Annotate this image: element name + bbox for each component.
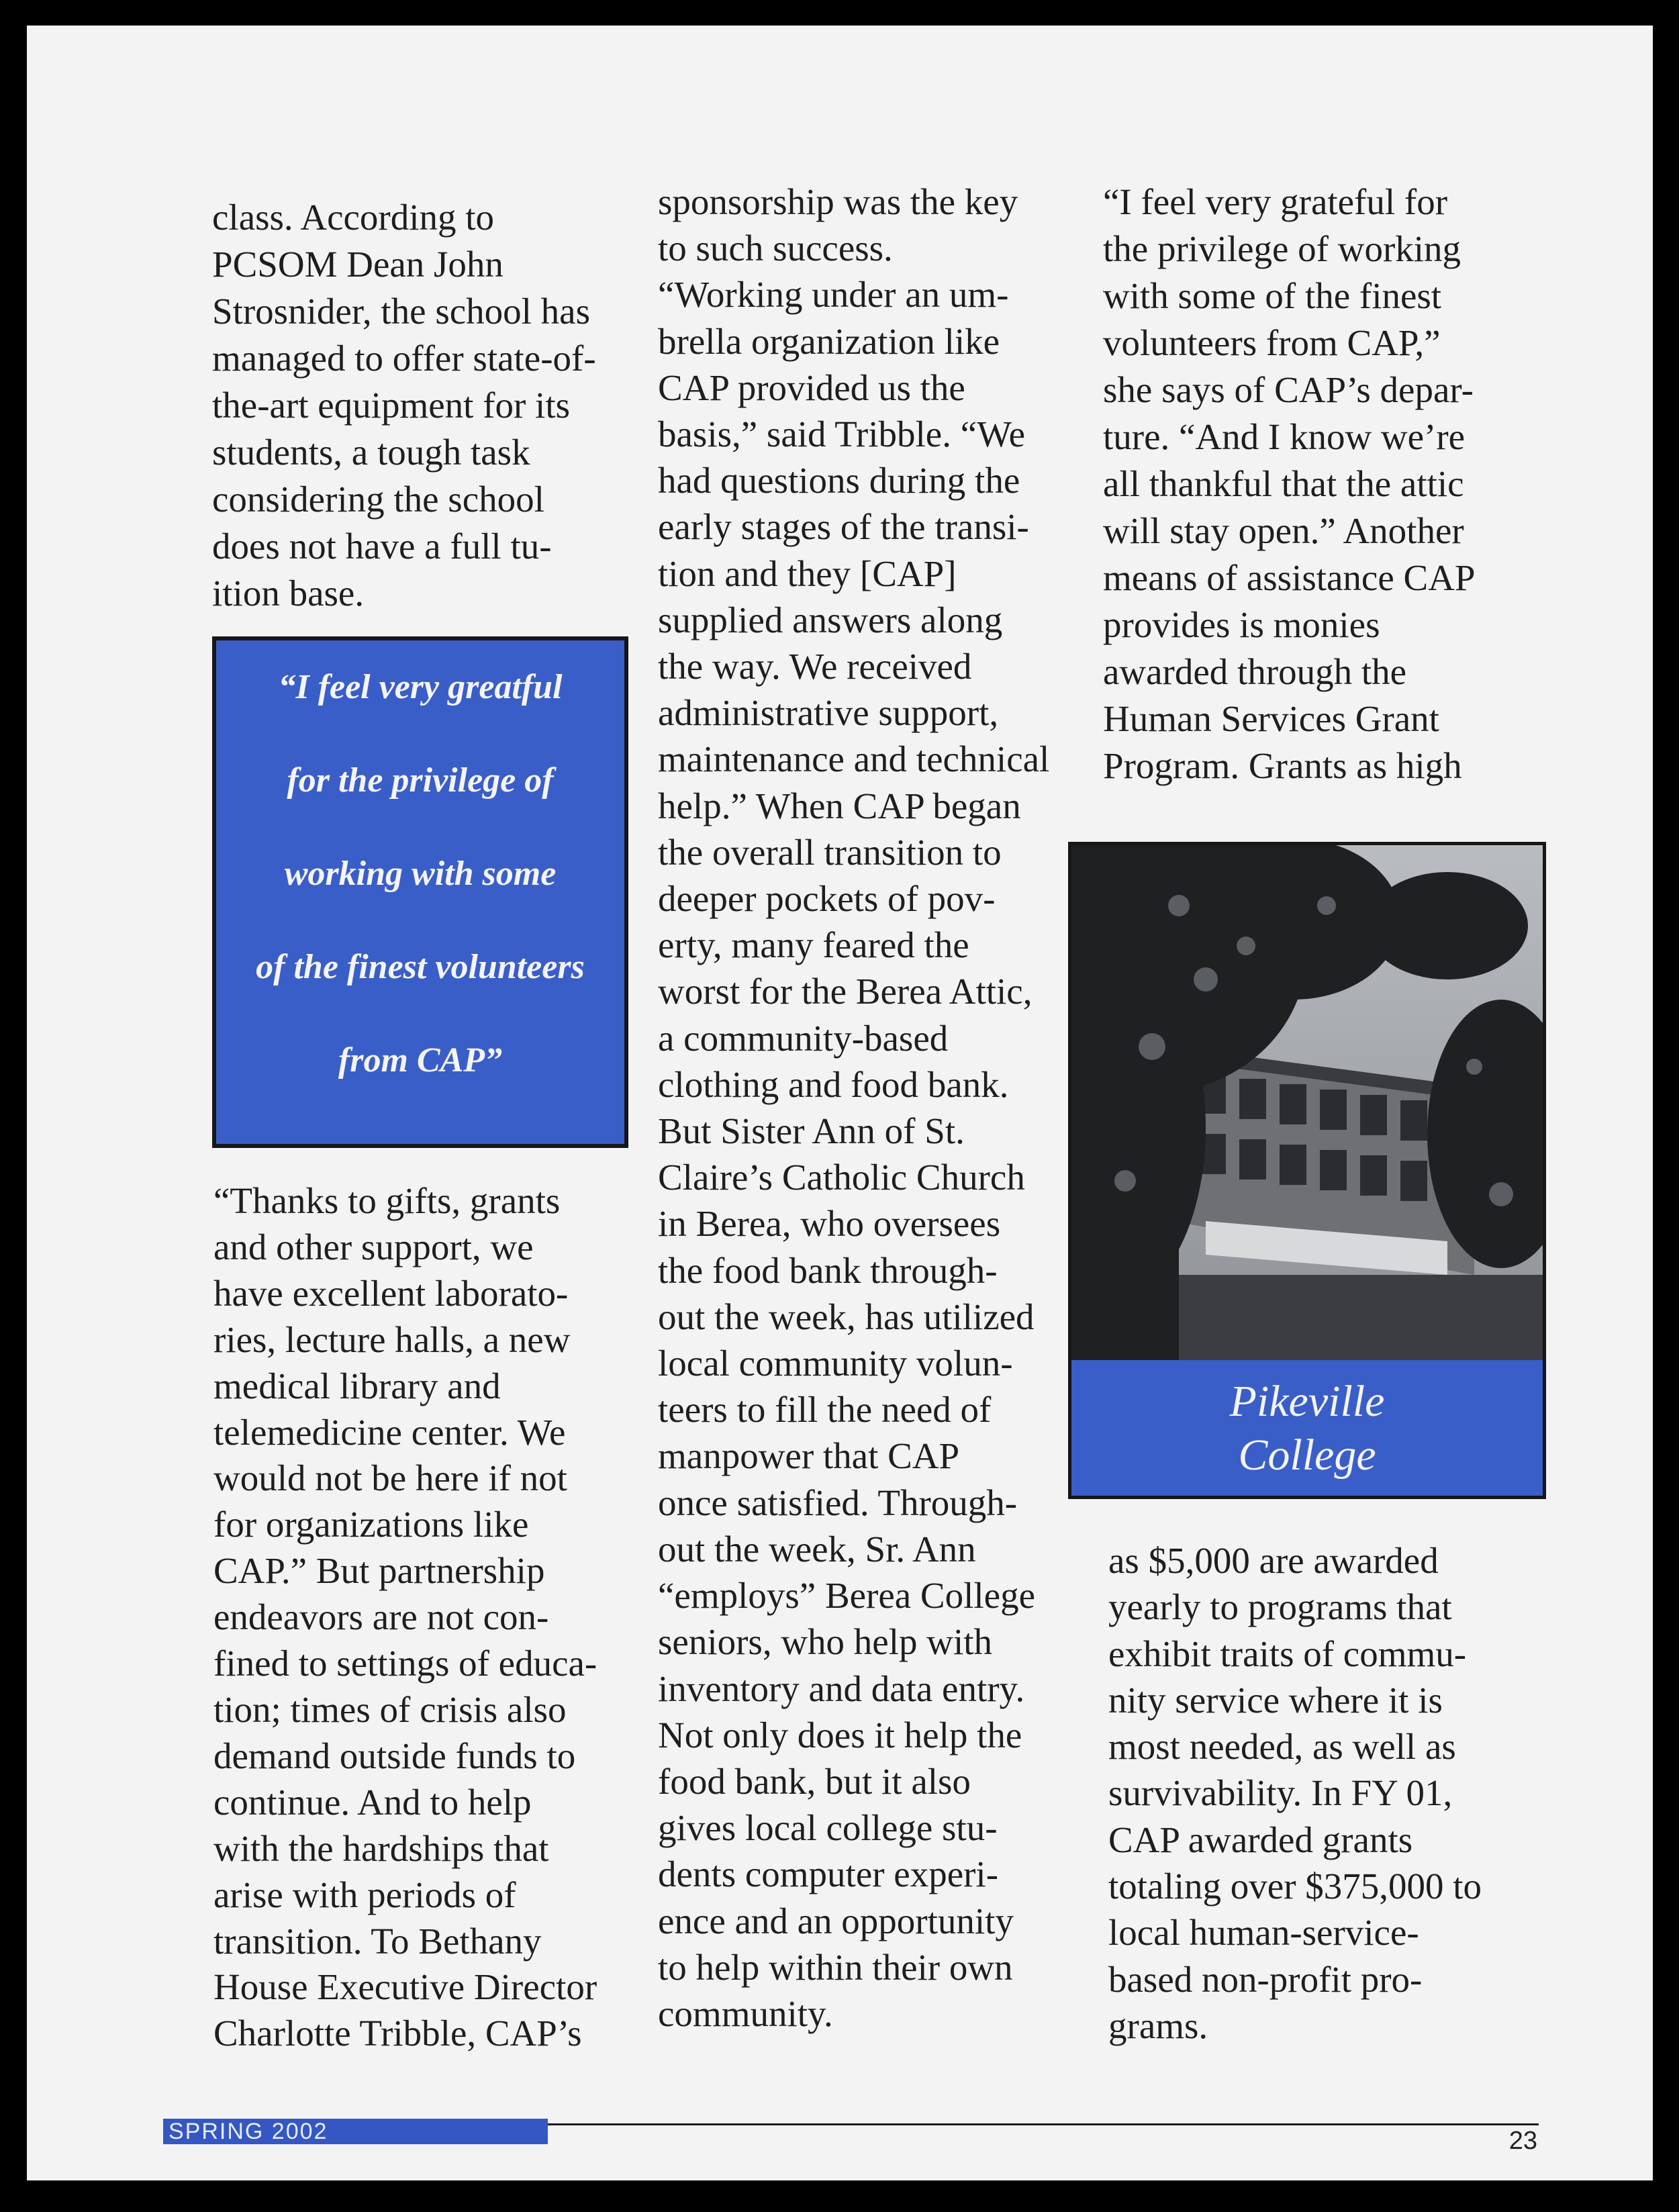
text-line: have excellent laborato- xyxy=(213,1272,569,1314)
text-line: based non-profit pro- xyxy=(1108,1958,1423,2000)
caption-line: College xyxy=(1238,1431,1376,1480)
column-2-text xyxy=(658,179,1049,2037)
text-line: medical library and xyxy=(213,1365,501,1406)
text-line: But Sister Ann of St. xyxy=(658,1110,965,1152)
text-line: ition base. xyxy=(212,573,365,614)
text-line: worst for the Berea Attic, xyxy=(658,971,1033,1012)
text-line: demand outside funds to xyxy=(213,1735,576,1776)
text-line: maintenance and technical xyxy=(658,738,1050,780)
column-1-bottom-text xyxy=(213,1178,597,2057)
text-line: House Executive Director xyxy=(213,1966,597,2008)
text-line: erty, many feared the xyxy=(658,924,969,966)
text-line: a community-based xyxy=(658,1017,949,1059)
text-line: all thankful that the attic xyxy=(1103,463,1464,504)
college-building-image xyxy=(1071,845,1543,1363)
text-line: Strosnider, the school has xyxy=(212,291,590,332)
text-line: CAP awarded grants xyxy=(1108,1819,1413,1860)
column-3-top-text xyxy=(1103,179,1476,789)
text-line: volunteers from CAP,” xyxy=(1103,322,1441,363)
text-line: seniors, who help with xyxy=(658,1621,993,1663)
issue-label: SPRING 2002 xyxy=(163,2119,548,2144)
text-line: “Thanks to gifts, grants xyxy=(213,1180,561,1221)
text-line: with some of the finest xyxy=(1103,275,1442,316)
text-line: had questions during the xyxy=(658,460,1020,501)
text-line: ries, lecture halls, a new xyxy=(213,1318,571,1360)
text-line: CAP provided us the xyxy=(658,367,965,408)
text-line: “Working under an um- xyxy=(658,274,1009,316)
text-line: Charlotte Tribble, CAP’s xyxy=(213,2013,582,2054)
pull-quote-line: working with some xyxy=(284,855,557,893)
text-line: Not only does it help the xyxy=(658,1714,1022,1756)
text-line: she says of CAP’s depar- xyxy=(1103,369,1474,410)
text-line: provides is monies xyxy=(1103,604,1380,645)
column-1-top-text xyxy=(212,194,596,617)
text-line: early stages of the transi- xyxy=(658,506,1029,548)
text-line: nity service where it is xyxy=(1108,1679,1443,1721)
pikeville-college-photo xyxy=(1068,842,1546,1363)
text-line: survivability. In FY 01, xyxy=(1108,1772,1453,1814)
text-line: PCSOM Dean John xyxy=(212,244,503,285)
text-line: community. xyxy=(658,1992,833,2034)
footer-divider xyxy=(548,2123,1539,2125)
text-line: food bank, but it also xyxy=(658,1760,971,1802)
text-line: brella organization like xyxy=(658,320,1000,362)
text-line: exhibit traits of commu- xyxy=(1108,1633,1467,1674)
text-line: considering the school xyxy=(212,479,544,520)
pull-quote-line: from CAP” xyxy=(338,1041,503,1079)
text-line: help.” When CAP began xyxy=(658,785,1021,826)
pull-quote-line: for the privilege of xyxy=(287,761,554,800)
text-line: yearly to programs that xyxy=(1108,1586,1452,1628)
text-line: does not have a full tu- xyxy=(212,526,552,567)
text-line: Claire’s Catholic Church xyxy=(658,1157,1025,1198)
text-line: manpower that CAP xyxy=(658,1435,960,1477)
text-line: tion and they [CAP] xyxy=(658,552,957,594)
text-line: totaling over $375,000 to xyxy=(1108,1866,1482,1907)
text-line: Program. Grants as high xyxy=(1103,745,1462,786)
text-line: out the week, has utilized xyxy=(658,1296,1035,1337)
column-3-bottom-text xyxy=(1108,1537,1482,2049)
text-line: out the week, Sr. Ann xyxy=(658,1528,976,1570)
text-line: would not be here if not xyxy=(213,1457,567,1499)
text-line: the food bank through- xyxy=(658,1249,998,1291)
text-line: administrative support, xyxy=(658,692,999,734)
text-line: gives local college stu- xyxy=(658,1807,998,1849)
text-line: fined to settings of educa- xyxy=(213,1643,597,1684)
text-line: most needed, as well as xyxy=(1108,1726,1456,1768)
text-line: continue. And to help xyxy=(213,1781,532,1823)
text-line: transition. To Bethany xyxy=(213,1920,542,1962)
caption-line: Pikeville xyxy=(1229,1377,1385,1426)
text-line: local community volun- xyxy=(658,1343,1013,1384)
text-line: for organizations like xyxy=(213,1504,529,1545)
text-line: once satisfied. Through- xyxy=(658,1482,1018,1523)
text-line: inventory and data entry. xyxy=(658,1668,1025,1709)
text-line: the way. We received xyxy=(658,646,972,687)
text-line: as $5,000 are awarded xyxy=(1108,1540,1439,1581)
text-line: local human-service- xyxy=(1108,1912,1419,1954)
text-line: the privilege of working xyxy=(1103,228,1461,269)
text-line: CAP.” But partnership xyxy=(213,1550,545,1592)
text-line: “employs” Berea College xyxy=(658,1575,1036,1617)
text-line: awarded through the xyxy=(1103,651,1407,692)
text-line: with the hardships that xyxy=(213,1827,549,1869)
text-line: and other support, we xyxy=(213,1226,534,1267)
text-line: deeper pockets of pov- xyxy=(658,878,996,920)
text-line: dents computer experi- xyxy=(658,1854,999,1895)
text-line: to help within their own xyxy=(658,1946,1013,1988)
text-line: ture. “And I know we’re xyxy=(1103,416,1466,457)
text-line: the-art equipment for its xyxy=(212,385,571,426)
text-line: telemedicine center. We xyxy=(213,1411,566,1453)
text-line: ence and an opportunity xyxy=(658,1900,1014,1941)
pull-quote-line: of the finest volunteers xyxy=(256,948,585,986)
text-line: in Berea, who oversees xyxy=(658,1203,1001,1245)
pull-quote-box xyxy=(212,636,628,1148)
text-line: managed to offer state-of- xyxy=(212,338,596,379)
text-line: endeavors are not con- xyxy=(213,1596,549,1638)
text-line: Human Services Grant xyxy=(1103,698,1439,739)
text-line: means of assistance CAP xyxy=(1103,557,1476,598)
text-line: will stay open.” Another xyxy=(1103,510,1464,551)
text-line: tion; times of crisis also xyxy=(213,1688,567,1730)
text-line: arise with periods of xyxy=(213,1874,516,1915)
text-line: teers to fill the need of xyxy=(658,1389,992,1431)
text-line: students, a tough task xyxy=(212,432,530,473)
text-line: grams. xyxy=(1108,2005,1208,2046)
text-line: basis,” said Tribble. “We xyxy=(658,414,1026,455)
text-line: “I feel very grateful for xyxy=(1103,181,1448,222)
text-line: to such success. xyxy=(658,228,893,269)
text-line: clothing and food bank. xyxy=(658,1063,1009,1105)
text-line: sponsorship was the key xyxy=(658,181,1018,222)
page-number: 23 xyxy=(1508,2127,1537,2155)
text-line: the overall transition to xyxy=(658,831,1002,873)
text-line: supplied answers along xyxy=(658,599,1003,640)
text-line: class. According to xyxy=(212,197,495,238)
pull-quote-line: “I feel very greatful xyxy=(278,668,563,706)
photo-caption xyxy=(1068,1360,1546,1499)
